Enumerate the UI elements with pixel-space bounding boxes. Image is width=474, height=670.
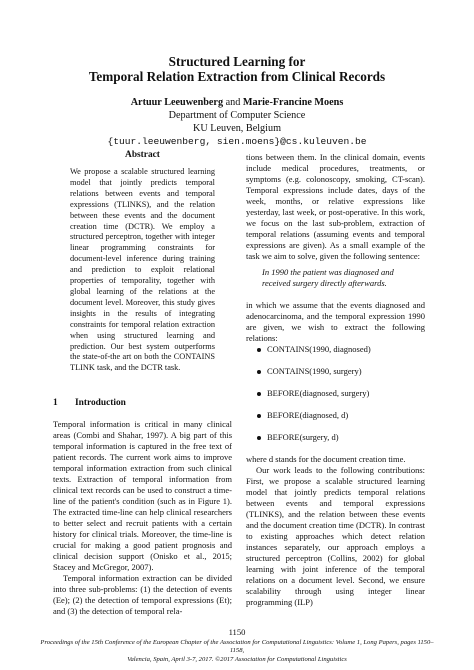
right-paragraph-3-text: where d stands for the document creation time. (246, 454, 406, 464)
author-2: Marie-Francine Moens (242, 97, 344, 108)
author-names (0, 96, 474, 109)
relation-item (257, 366, 427, 388)
proceedings-footer (40, 639, 434, 664)
page-number: 1150 (228, 627, 246, 637)
title-line-1: Structured Learning for (168, 54, 306, 69)
bullet-icon (257, 392, 261, 396)
footer-line-1: Proceedings of the 15th Conference of the European Chapter of the Association for Computational Linguistics: Volume 1, Long Papers, pages 1150–1158, (40, 639, 434, 655)
relations-list (257, 344, 427, 454)
section-heading-introduction (53, 398, 232, 408)
bullet-icon (257, 370, 261, 374)
intro-body (53, 419, 232, 617)
paper-title (0, 54, 474, 84)
relation-args: (1990, diagnosed) (309, 344, 371, 354)
author-and: and (225, 97, 241, 108)
relation-item (257, 432, 427, 454)
intro-paragraph-1: Temporal information is critical in many clinical areas (Combi and Shahar, 1997). A big part of this temporal information is captured in the free text of patient records. The current work aims to improve temporal information extraction from such clinical texts. Extraction of temporal information from clinical text records can be used to construct a time-line of the patient's condition (such as in Figure 1). The extracted time-line can help clinical researchers to better select and recruit patients with a certain history for clinical trials. Moreover, the time-line is crucial for making a good patient prognosis and clinical decision support (Onisko et al., 2015; Stacey and McGregor, 2007). (53, 419, 232, 572)
right-column-paragraph-2 (246, 300, 425, 344)
affiliation-department: Department of Computer Science (168, 110, 306, 121)
relation-type: BEFORE (267, 388, 300, 398)
relation-type: BEFORE (267, 432, 300, 442)
relation-item (257, 388, 427, 410)
relation-args: (1990, surgery) (309, 366, 362, 376)
right-paragraph-1-text: tions between them. In the clinical domain, events include medical procedures, treatments, or symptoms (e.g. colonoscopy, smoking, CT-scan). Temporal expressions include dates, days of the week, months, or relative expressions like yesterday, last week, or post-operative. In this work, we focus on the last sub-problem, extraction of temporal relations (assuming events and temporal expressions are given). As a small example of the task we aim to solve, given the following sentence: (246, 152, 425, 261)
bullet-icon (257, 436, 261, 440)
relation-type: CONTAINS (267, 344, 310, 354)
example-sentence: In 1990 the patient was diagnosed and received surgery directly afterwards. (262, 267, 394, 288)
relation-args: (diagnosed, d) (299, 410, 349, 420)
author-1: Artuur Leeuwenberg (130, 97, 224, 108)
relation-type: BEFORE (267, 410, 300, 420)
section-title: Introduction (75, 398, 126, 408)
author-emails: {tuur.leeuwenberg, sien.moens}@cs.kuleuven.be (107, 136, 367, 147)
bullet-icon (257, 414, 261, 418)
bullet-icon (257, 348, 261, 352)
right-column-paragraph-1 (246, 152, 425, 262)
affiliation-university: KU Leuven, Belgium (193, 123, 281, 134)
relation-args: (surgery, d) (299, 432, 339, 442)
relation-args: (diagnosed, surgery) (299, 388, 370, 398)
footer-line-2: Valencia, Spain, April 3-7, 2017. ©2017 Association for Computational Linguistics (127, 655, 347, 663)
abstract-heading: Abstract (125, 150, 160, 160)
author-block (0, 96, 474, 148)
section-number: 1 (53, 398, 58, 408)
relation-item (257, 344, 427, 366)
relation-item (257, 410, 427, 432)
intro-paragraph-2: Temporal information extraction can be divided into three sub-problems: (1) the detection of events (Ee); (2) the detection of temporal expressions (Et); and (3) the detection of temporal rela- (53, 573, 232, 616)
abstract-body (70, 167, 215, 374)
right-paragraph-4-text: Our work leads to the following contributions: First, we propose a scalable structured learning model that jointly predicts temporal relations between events and temporal expressions (TLINKS), and the relation between these events and the document creation time (DCTR). In contrast to existing approaches which detect relation instances separately, our approach employs a structured perceptron (Collins, 2002) for global learning with joint inference of the temporal relations on a document level. Second, we ensure scalability through using integer linear programming (ILP) (246, 465, 425, 607)
right-column-paragraph-3 (246, 454, 425, 608)
title-line-2: Temporal Relation Extraction from Clinical Records (88, 69, 386, 84)
abstract-text: We propose a scalable structured learning model that jointly predicts temporal relations between events and temporal expressions (TLINKS), and the relation between these events and the document creation time (DCTR). We employ a structured perceptron, together with integer linear programming constraints for document-level inference during training and prediction to exploit relational properties of temporality, together with global learning of the relations at the document level. Moreover, this study gives insights in the results of integrating constraints for temporal relation extraction when using structured learning and prediction. Our best system outperforms the state-of-the art on both the CONTAINS TLINK task, and the DCTR task. (70, 167, 215, 373)
relation-type: CONTAINS (267, 366, 310, 376)
right-paragraph-2-text: in which we assume that the events diagnosed and adenocarcinoma, and the temporal expression 1990 are given, we wish to extract the following relations: (246, 300, 425, 343)
